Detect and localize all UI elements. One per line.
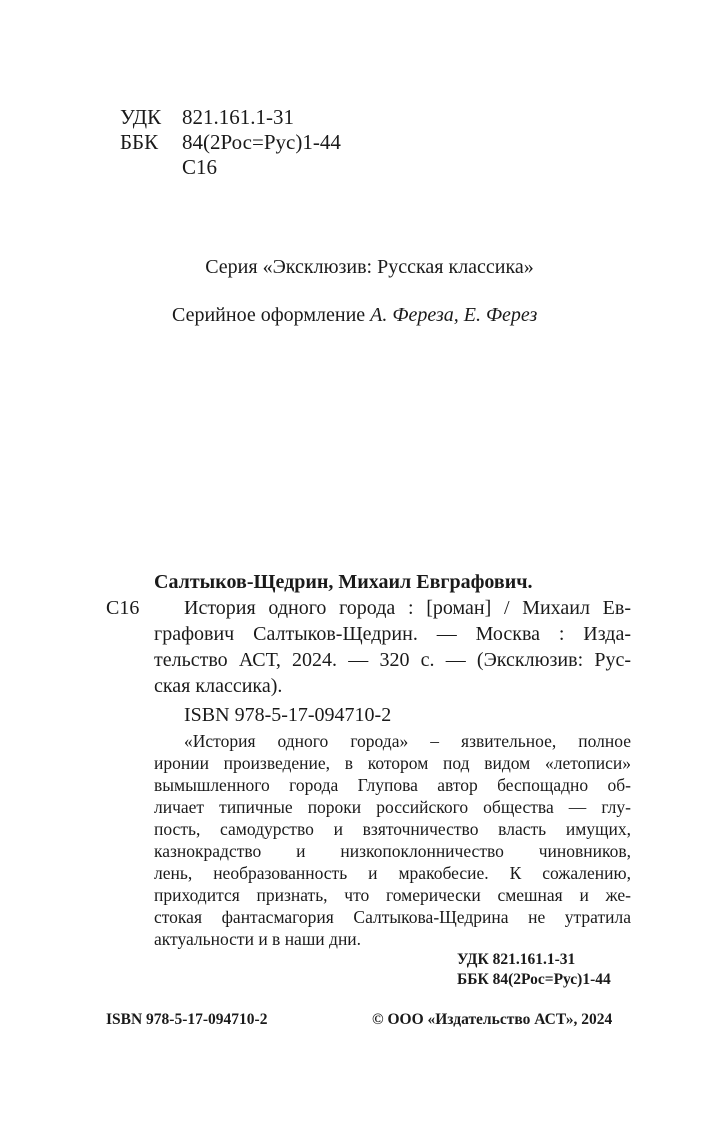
- record-udk: УДК 821.161.1-31: [457, 951, 576, 968]
- annotation-line-3: вымышленного города Глупова автор беспощадно об-: [154, 775, 631, 795]
- udk-label: УДК: [120, 105, 162, 129]
- footer-isbn: ISBN 978-5-17-094710-2: [106, 1011, 268, 1028]
- description-line-4: ская классика).: [154, 675, 283, 697]
- series-design-prefix: Серийное оформление: [172, 304, 366, 326]
- annotation-line-6: казнокрадство и низкопоклонничество чиновников,: [154, 841, 631, 861]
- description-line-3: тельство АСТ, 2024. — 320 с. — (Эксклюзив: Рус-: [154, 649, 631, 671]
- annotation-line-1: «История одного города» – язвительное, полное: [184, 731, 631, 751]
- annotation-line-2: иронии произведение, в котором под видом «летописи»: [154, 753, 631, 773]
- record-isbn: ISBN 978-5-17-094710-2: [184, 704, 392, 726]
- author-mark: С16: [182, 155, 218, 179]
- annotation-line-4: личает типичные пороки российского общества — глу-: [154, 797, 631, 817]
- udk-value: 821.161.1-31: [182, 105, 294, 129]
- annotation-line-5: пость, самодурство и взяточничество власть имущих,: [154, 819, 631, 839]
- annotation-line-8: приходится признать, что гомерически смешная и же-: [154, 885, 631, 905]
- bbk-label: ББК: [120, 130, 159, 154]
- footer-copyright: © ООО «Издательство АСТ», 2024: [372, 1011, 613, 1028]
- annotation-line-10: актуальности и в наши дни.: [154, 929, 362, 949]
- series-line: Серия «Эксклюзив: Русская классика»: [205, 256, 534, 278]
- series-design: [172, 302, 537, 328]
- series-design-names: А. Фереза, Е. Ферез: [370, 304, 538, 326]
- record-bbk: ББК 84(2Рос=Рус)1-44: [457, 971, 611, 988]
- bbk-value: 84(2Рос=Рус)1-44: [182, 130, 341, 154]
- annotation-line-7: лень, необразованность и мракобесие. К сожалению,: [154, 863, 631, 883]
- record-side-mark: С16: [106, 597, 140, 619]
- record-author: Салтыков-Щедрин, Михаил Евграфович.: [154, 571, 533, 593]
- description-line-2: графович Салтыков-Щедрин. — Москва : Изда-: [154, 623, 631, 645]
- description-line-1: История одного города : [роман] / Михаил Ев-: [184, 597, 631, 619]
- annotation-line-9: стокая фантасмагория Салтыкова-Щедрина не утратила: [154, 907, 631, 927]
